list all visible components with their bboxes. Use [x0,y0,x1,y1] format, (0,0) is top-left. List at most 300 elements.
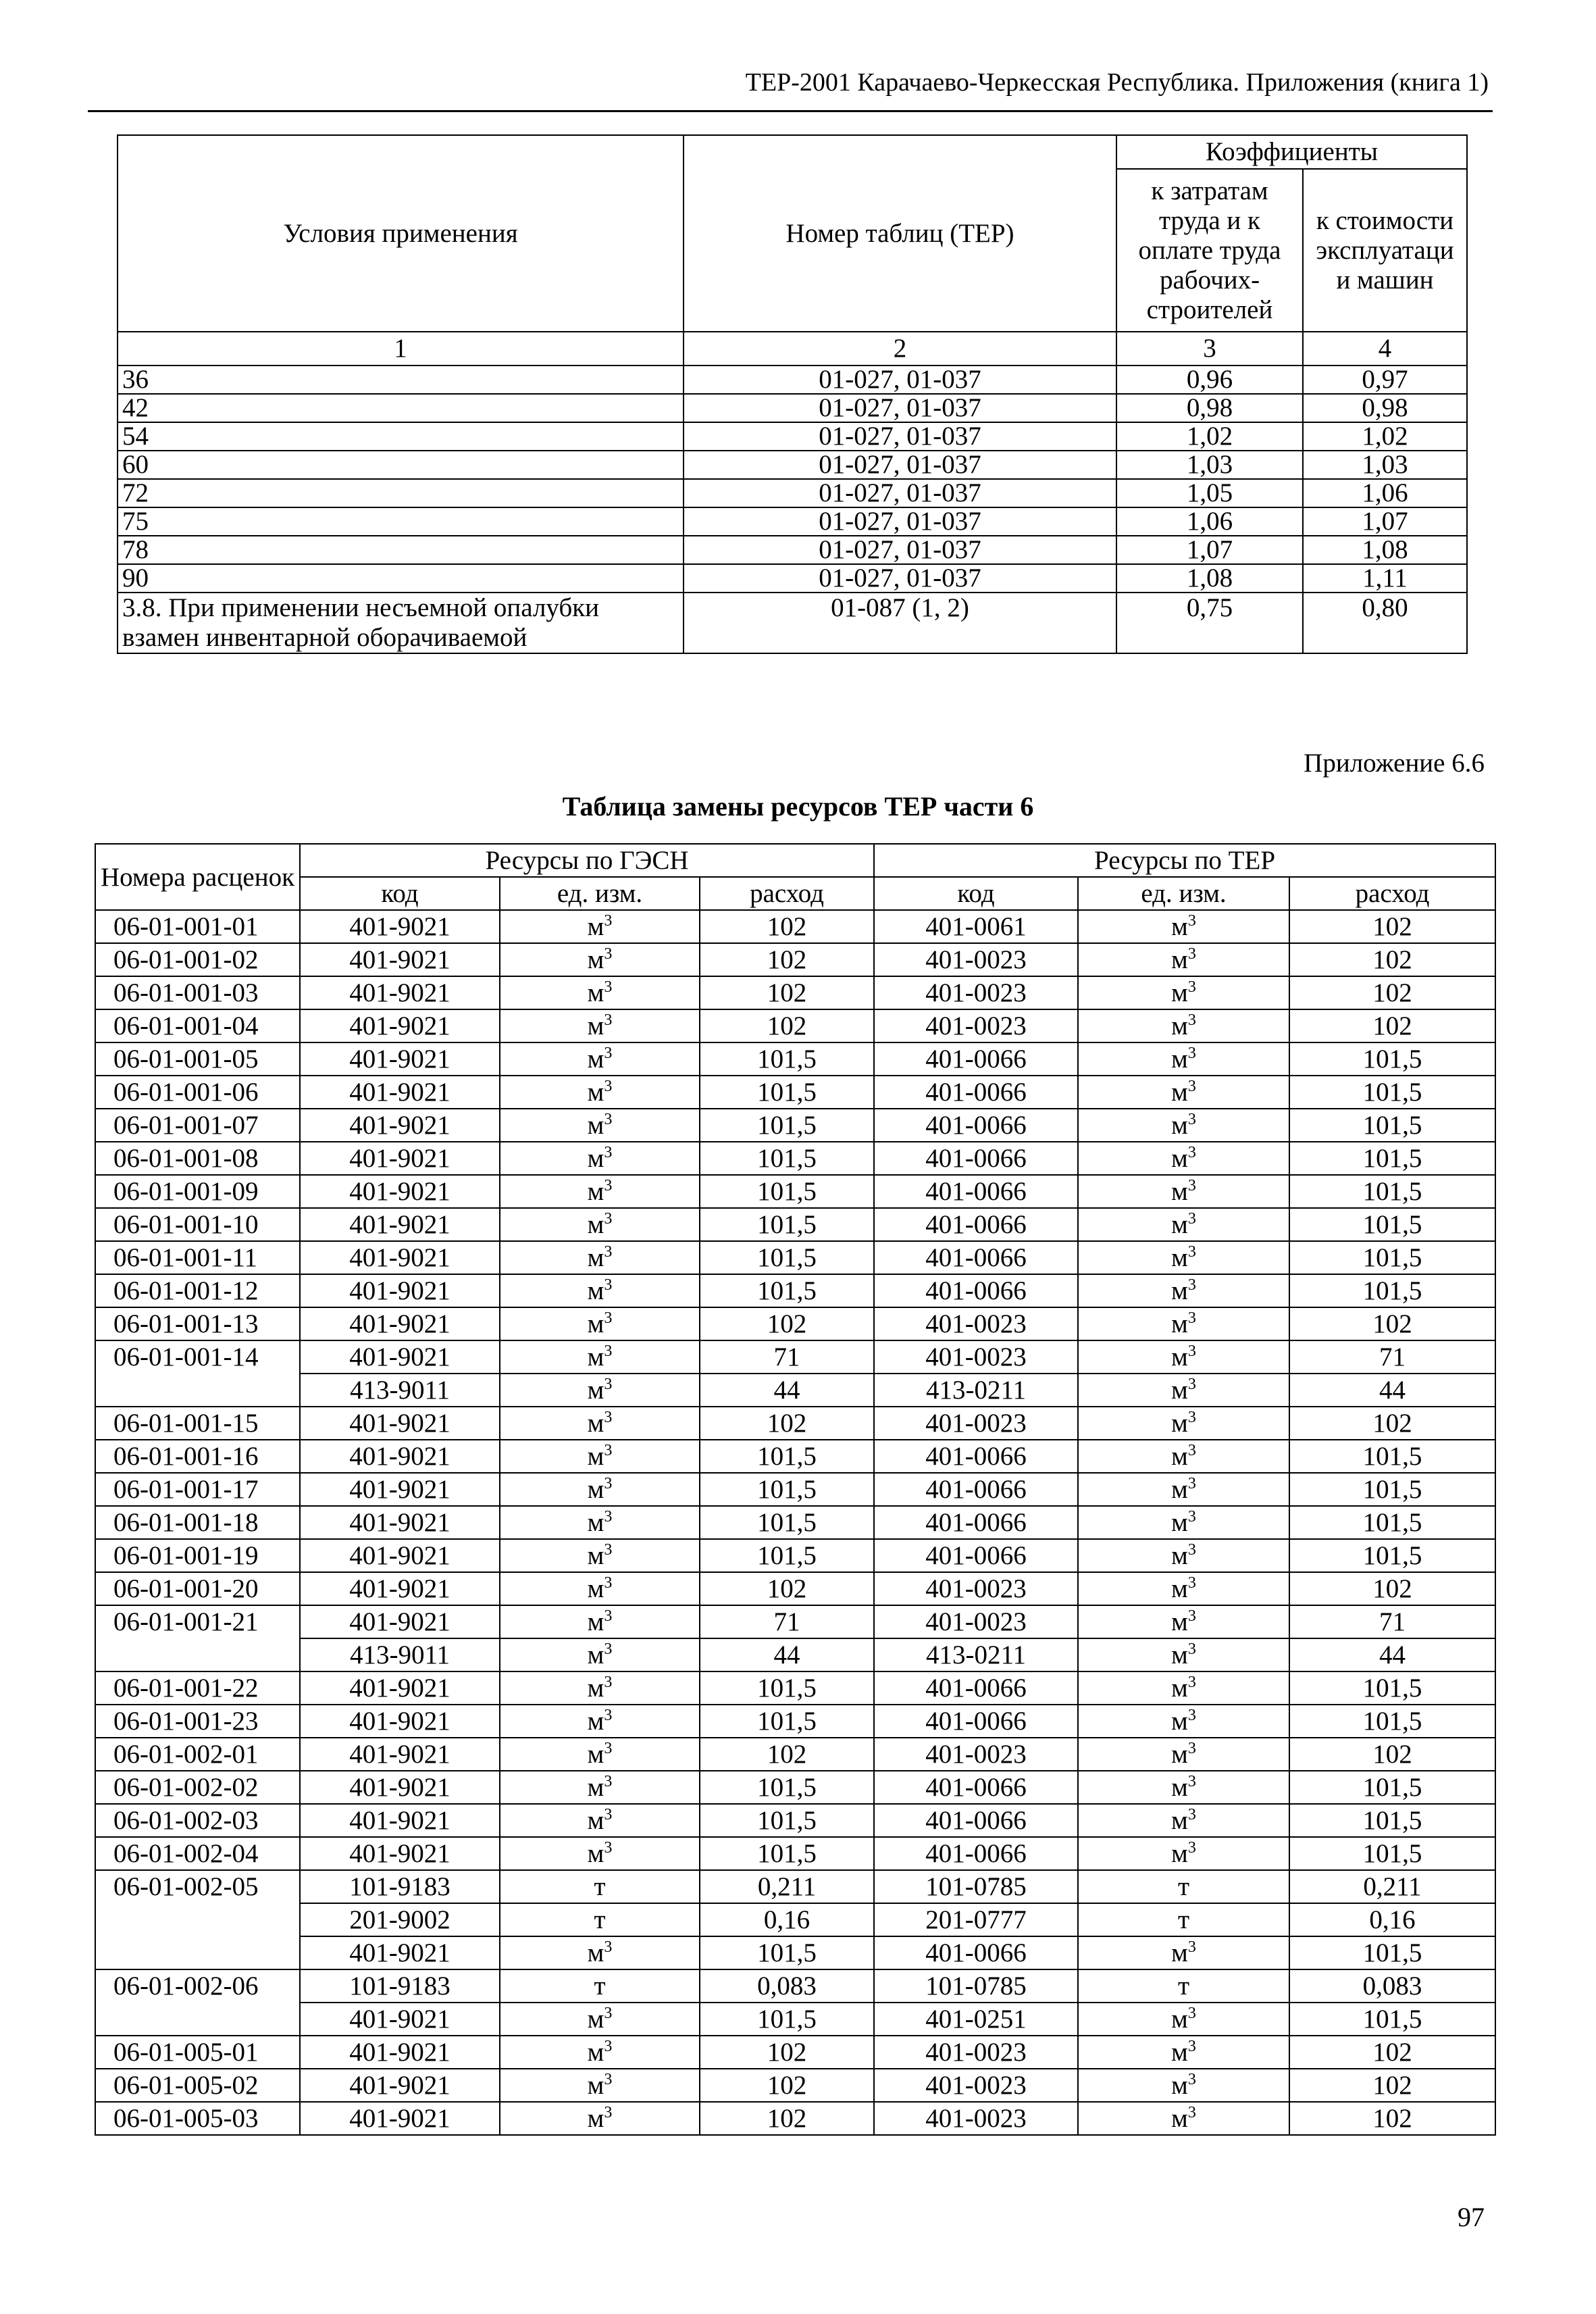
gesn-amount-cell: 101,5 [700,1671,874,1705]
ter-unit-cell [1078,1142,1289,1175]
unit-exponent: 3 [1187,1144,1196,1161]
gesn-code-cell: 101-9183 [300,1870,500,1903]
unit-symbol: м [587,1839,604,1868]
rate-number-cell: 06-01-002-01 [95,1738,300,1771]
unit-symbol: м [1171,1144,1188,1173]
ter-unit-cell [1078,1208,1289,1241]
table-number-cell: 01-027, 01-037 [684,394,1116,422]
labor-coefficient-cell: 1,08 [1116,564,1303,593]
gesn-code-cell: 401-9021 [300,1440,500,1473]
gesn-unit-cell [500,1208,700,1241]
gesn-code-cell: 401-9021 [300,976,500,1009]
ter-unit-cell [1078,2003,1289,2036]
table-row [95,1804,1495,1837]
ter-unit-cell [1078,1407,1289,1440]
unit-symbol: м [1171,2005,1188,2034]
gesn-code-cell: 401-9021 [300,1109,500,1142]
unit-symbol: м [587,1640,604,1669]
unit-exponent: 3 [1187,1839,1196,1857]
ter-code-cell: 101-0785 [874,1969,1078,2003]
unit-symbol: м [587,1806,604,1835]
gesn-unit-cell [500,1009,700,1042]
table-row [95,1440,1495,1473]
ter-amount-cell: 101,5 [1289,1109,1495,1142]
gesn-amount-cell: 101,5 [700,1771,874,1804]
ter-code-cell: 413-0211 [874,1374,1078,1407]
gesn-unit-cell [500,1771,700,1804]
unit-symbol: м [1171,1210,1188,1239]
condition-line: 3.8. При применении несъемной опалубки [122,593,600,622]
gesn-unit-cell [500,1804,700,1837]
table-row [95,1109,1495,1142]
coefficients-body [118,366,1467,593]
gesn-unit-cell [500,1837,700,1870]
gesn-unit-cell [500,1340,700,1374]
gesn-unit-cell [500,2036,700,2069]
header-rate-numbers: Номера расценок [95,844,300,910]
gesn-code-cell: 401-9021 [300,1605,500,1638]
unit-exponent: 3 [604,1740,613,1757]
gesn-amount-cell: 102 [700,910,874,943]
gesn-unit-cell [500,1506,700,1539]
labor-coefficient-cell: 0,75 [1116,593,1303,653]
unit-exponent: 3 [604,1607,613,1625]
table-number-cell: 01-027, 01-037 [684,507,1116,536]
ter-unit-cell [1078,1705,1289,1738]
header-rule [88,110,1493,112]
gesn-amount-cell: 102 [700,976,874,1009]
gesn-amount-cell: 101,5 [700,1175,874,1208]
unit-exponent: 3 [604,978,613,996]
unit-symbol: м [1171,1640,1188,1669]
subheader-unit: ед. изм. [500,877,700,910]
unit-exponent: 3 [604,1309,613,1327]
subheader-code: код [874,877,1078,910]
unit-symbol: м [1171,1045,1188,1074]
gesn-code-cell: 401-9021 [300,1473,500,1506]
machine-coefficient-cell: 1,06 [1303,479,1467,507]
gesn-amount-cell: 101,5 [700,1274,874,1307]
table-row [95,1208,1495,1241]
gesn-amount-cell: 102 [700,2102,874,2135]
gesn-unit-cell [500,1374,700,1407]
gesn-code-cell: 401-9021 [300,1539,500,1572]
unit-exponent: 3 [604,2104,613,2121]
table-row [95,976,1495,1009]
labor-coefficient-cell: 1,06 [1116,507,1303,536]
rate-number-cell: 06-01-001-08 [95,1142,300,1175]
gesn-unit-cell [500,1042,700,1076]
unit-symbol: м [587,1508,604,1537]
ter-amount-cell: 101,5 [1289,1705,1495,1738]
gesn-amount-cell: 101,5 [700,1142,874,1175]
ter-amount-cell: 101,5 [1289,1936,1495,1969]
table-number-cell: 01-027, 01-037 [684,564,1116,593]
ter-code-cell: 401-0023 [874,943,1078,976]
unit-exponent: 3 [604,1806,613,1823]
header-machine-coefficient: к стоимости эксплуатаци и машин [1303,169,1467,332]
condition-cell: 42 [118,394,684,422]
unit-exponent: 3 [1187,1442,1196,1459]
gesn-unit-cell [500,1705,700,1738]
table-row [118,479,1467,507]
labor-coefficient-cell: 1,05 [1116,479,1303,507]
unit-symbol: м [1171,1342,1188,1372]
gesn-amount-cell: 44 [700,1638,874,1671]
subheader-code: код [300,877,500,910]
header-gesn-resources: Ресурсы по ГЭСН [300,844,874,877]
unit-exponent: 3 [604,1773,613,1790]
ter-unit-cell [1078,1109,1289,1142]
ter-unit-cell [1078,1804,1289,1837]
ter-code-cell: 401-0023 [874,2036,1078,2069]
unit-symbol: м [1171,1376,1188,1405]
ter-unit-cell [1078,1473,1289,1506]
unit-symbol: м [587,1309,604,1338]
ter-amount-cell: 102 [1289,1407,1495,1440]
rate-number-cell: 06-01-001-18 [95,1506,300,1539]
gesn-unit-cell [500,1539,700,1572]
machine-coefficient-cell: 1,11 [1303,564,1467,593]
unit-symbol: м [587,2104,604,2133]
gesn-code-cell: 401-9021 [300,2003,500,2036]
table-row [95,1936,1495,1969]
unit-symbol: м [587,1442,604,1471]
gesn-unit-cell [500,1274,700,1307]
unit-exponent: 3 [1187,1011,1196,1029]
gesn-unit-cell [500,1638,700,1671]
subheader-amount: расход [700,877,874,910]
table-row [95,1407,1495,1440]
gesn-code-cell: 401-9021 [300,1076,500,1109]
ter-code-cell: 401-0023 [874,1407,1078,1440]
rate-number-cell: 06-01-005-02 [95,2069,300,2102]
rate-number-cell: 06-01-001-01 [95,910,300,943]
table-number-cell: 01-027, 01-037 [684,422,1116,451]
gesn-unit-cell [500,2003,700,2036]
rate-number-cell: 06-01-001-10 [95,1208,300,1241]
unit-symbol: м [1171,1011,1188,1040]
unit-exponent: 3 [604,1938,613,1956]
column-number: 1 [118,332,684,366]
unit-exponent: 3 [604,1475,613,1492]
gesn-unit-cell [500,1109,700,1142]
gesn-code-cell: 401-9021 [300,1837,500,1870]
unit-symbol: м [1171,2071,1188,2100]
unit-exponent: 3 [604,1674,613,1691]
gesn-amount-cell: 101,5 [700,1936,874,1969]
ter-amount-cell: 101,5 [1289,1076,1495,1109]
unit-exponent: 3 [1187,2104,1196,2121]
unit-exponent: 3 [604,1574,613,1592]
unit-exponent: 3 [604,1045,613,1062]
table-row [118,422,1467,451]
table-row [95,1042,1495,1076]
ter-amount-cell: 102 [1289,2069,1495,2102]
unit-symbol: м [587,1740,604,1769]
table-row [95,1903,1495,1936]
gesn-unit-cell [500,2069,700,2102]
unit-symbol: м [1171,1607,1188,1636]
gesn-amount-cell: 102 [700,943,874,976]
unit-exponent: 3 [1187,1640,1196,1658]
rate-number-cell: 06-01-005-03 [95,2102,300,2135]
unit-symbol: м [1171,1508,1188,1537]
labor-coefficient-cell: 0,96 [1116,366,1303,394]
unit-exponent: 3 [1187,1607,1196,1625]
unit-exponent: 3 [1187,1773,1196,1790]
gesn-code-cell: 413-9011 [300,1374,500,1407]
ter-code-cell: 401-0066 [874,1506,1078,1539]
coefficients-table [117,134,1468,654]
table-row [95,1605,1495,1638]
unit-symbol: м [587,1376,604,1405]
gesn-amount-cell: 102 [700,2069,874,2102]
unit-exponent: 3 [1187,1707,1196,1724]
unit-symbol: м [587,1078,604,1107]
gesn-unit-cell [500,1738,700,1771]
resource-replacement-table [95,843,1496,2136]
table-row [95,1142,1495,1175]
unit-symbol: м [587,1475,604,1504]
table-number-cell: 01-027, 01-037 [684,479,1116,507]
rate-number-cell: 06-01-001-02 [95,943,300,976]
ter-unit-cell [1078,1274,1289,1307]
unit-exponent: 3 [604,912,613,930]
unit-symbol: м [587,1409,604,1438]
unit-symbol: м [587,2038,604,2067]
table-row [95,1870,1495,1903]
gesn-unit-cell [500,943,700,976]
unit-exponent: 3 [604,1276,613,1294]
unit-exponent: 3 [604,2038,613,2055]
ter-amount-cell: 101,5 [1289,1771,1495,1804]
ter-code-cell: 401-0066 [874,1208,1078,1241]
gesn-code-cell: 401-9021 [300,1506,500,1539]
ter-code-cell: 401-0023 [874,1605,1078,1638]
unit-symbol: м [1171,1475,1188,1504]
table-row [95,2069,1495,2102]
ter-unit-cell [1078,2036,1289,2069]
ter-amount-cell: 102 [1289,910,1495,943]
rate-number-cell: 06-01-001-05 [95,1042,300,1076]
machine-coefficient-cell: 0,97 [1303,366,1467,394]
gesn-amount-cell: 101,5 [700,1705,874,1738]
unit-symbol: м [587,2005,604,2034]
condition-cell: 75 [118,507,684,536]
ter-amount-cell: 101,5 [1289,2003,1495,2036]
unit-symbol: м [587,1607,604,1636]
gesn-code-cell: 401-9021 [300,2069,500,2102]
ter-amount-cell: 101,5 [1289,1175,1495,1208]
unit-exponent: 3 [604,1376,613,1393]
table-row [95,2102,1495,2135]
rate-number-cell: 06-01-001-07 [95,1109,300,1142]
unit-symbol: м [587,1674,604,1703]
unit-exponent: 3 [1187,2005,1196,2022]
ter-code-cell: 401-0251 [874,2003,1078,2036]
ter-amount-cell: 101,5 [1289,1837,1495,1870]
ter-unit-cell [1078,1572,1289,1605]
table-row [95,1837,1495,1870]
ter-unit-cell: т [1078,1969,1289,2003]
unit-exponent: 3 [1187,1342,1196,1360]
rate-number-cell: 06-01-002-02 [95,1771,300,1804]
ter-code-cell: 401-0066 [874,1076,1078,1109]
ter-unit-cell: т [1078,1903,1289,1936]
unit-exponent: 3 [604,1707,613,1724]
gesn-amount-cell: 0,16 [700,1903,874,1936]
unit-exponent: 3 [1187,978,1196,996]
gesn-unit-cell [500,1407,700,1440]
unit-symbol: м [1171,1309,1188,1338]
unit-exponent: 3 [1187,2071,1196,2088]
header-table-number: Номер таблиц (ТЕР) [684,135,1116,332]
unit-symbol: м [1171,1574,1188,1603]
table-row [118,536,1467,564]
unit-symbol: м [587,978,604,1007]
table-row [95,1307,1495,1340]
ter-code-cell: 401-0023 [874,976,1078,1009]
table-row [118,507,1467,536]
unit-exponent: 3 [1187,1243,1196,1261]
gesn-code-cell: 401-9021 [300,1307,500,1340]
ter-amount-cell: 102 [1289,2036,1495,2069]
machine-coefficient-cell: 1,08 [1303,536,1467,564]
unit-exponent: 3 [604,2005,613,2022]
gesn-amount-cell: 0,211 [700,1870,874,1903]
gesn-code-cell: 401-9021 [300,1804,500,1837]
unit-symbol: м [1171,1806,1188,1835]
unit-exponent: 3 [604,1144,613,1161]
column-number: 3 [1116,332,1303,366]
rate-number-cell: 06-01-001-15 [95,1407,300,1440]
unit-symbol: м [1171,1707,1188,1736]
machine-coefficient-cell: 1,07 [1303,507,1467,536]
unit-exponent: 3 [1187,1541,1196,1559]
ter-unit-cell [1078,910,1289,943]
gesn-unit-cell [500,1076,700,1109]
gesn-amount-cell: 101,5 [700,1804,874,1837]
unit-exponent: 3 [604,945,613,963]
gesn-amount-cell: 101,5 [700,1109,874,1142]
appendix-label: Приложение 6.6 [1304,749,1485,778]
unit-symbol: м [587,1144,604,1173]
gesn-amount-cell: 0,083 [700,1969,874,2003]
unit-exponent: 3 [604,1342,613,1360]
unit-symbol: м [1171,1409,1188,1438]
gesn-unit-cell [500,1175,700,1208]
gesn-code-cell: 401-9021 [300,1936,500,1969]
condition-cell [118,593,684,653]
rate-number-cell: 06-01-001-21 [95,1605,300,1671]
ter-unit-cell [1078,2069,1289,2102]
ter-unit-cell [1078,1605,1289,1638]
rate-number-cell: 06-01-001-22 [95,1671,300,1705]
ter-unit-cell [1078,1307,1289,1340]
ter-unit-cell [1078,1671,1289,1705]
table-caption: Таблица замены ресурсов ТЕР части 6 [562,791,1034,822]
gesn-code-cell: 401-9021 [300,1009,500,1042]
unit-exponent: 3 [604,1640,613,1658]
unit-exponent: 3 [604,1011,613,1029]
ter-code-cell: 401-0066 [874,1936,1078,1969]
unit-exponent: 3 [604,1839,613,1857]
ter-unit-cell [1078,1936,1289,1969]
unit-symbol: м [587,1541,604,1570]
ter-unit-cell [1078,1042,1289,1076]
table-row [95,1539,1495,1572]
ter-unit-cell [1078,1638,1289,1671]
unit-symbol: м [1171,1740,1188,1769]
gesn-amount-cell: 102 [700,2036,874,2069]
table-row [95,1671,1495,1705]
gesn-unit-cell: т [500,1969,700,2003]
gesn-unit-cell [500,1440,700,1473]
gesn-amount-cell: 102 [700,1738,874,1771]
unit-symbol: м [587,1342,604,1372]
table-number-cell: 01-027, 01-037 [684,451,1116,479]
ter-amount-cell: 0,211 [1289,1870,1495,1903]
unit-symbol: м [587,1045,604,1074]
ter-amount-cell: 101,5 [1289,1241,1495,1274]
rate-number-cell: 06-01-001-03 [95,976,300,1009]
rate-number-cell: 06-01-002-06 [95,1969,300,2036]
table-row [118,564,1467,593]
ter-amount-cell: 102 [1289,943,1495,976]
unit-symbol: м [587,1938,604,1967]
unit-symbol: м [1171,1243,1188,1272]
gesn-code-cell: 401-9021 [300,1208,500,1241]
unit-symbol: м [1171,945,1188,974]
gesn-amount-cell: 101,5 [700,1473,874,1506]
unit-symbol: м [587,1210,604,1239]
header-conditions: Условия применения [118,135,684,332]
column-number: 4 [1303,332,1467,366]
gesn-code-cell: 401-9021 [300,1241,500,1274]
gesn-amount-cell: 101,5 [700,1506,874,1539]
gesn-unit-cell [500,910,700,943]
ter-amount-cell: 0,16 [1289,1903,1495,1936]
table-row [95,1771,1495,1804]
unit-symbol: м [1171,1541,1188,1570]
table-row [95,943,1495,976]
gesn-unit-cell [500,1241,700,1274]
condition-cell: 54 [118,422,684,451]
table-row [95,910,1495,943]
ter-amount-cell: 101,5 [1289,1671,1495,1705]
unit-exponent: 3 [1187,1111,1196,1128]
gesn-unit-cell [500,976,700,1009]
rate-number-cell: 06-01-001-17 [95,1473,300,1506]
ter-amount-cell: 101,5 [1289,1142,1495,1175]
condition-cell: 72 [118,479,684,507]
machine-coefficient-cell: 0,98 [1303,394,1467,422]
ter-code-cell: 401-0023 [874,1572,1078,1605]
unit-symbol: м [587,1243,604,1272]
gesn-code-cell: 413-9011 [300,1638,500,1671]
ter-amount-cell: 101,5 [1289,1042,1495,1076]
table-number-cell: 01-027, 01-037 [684,366,1116,394]
unit-symbol: м [1171,1773,1188,1802]
unit-symbol: м [1171,912,1188,941]
ter-code-cell: 401-0023 [874,1340,1078,1374]
ter-code-cell: 401-0066 [874,1042,1078,1076]
gesn-code-cell: 401-9021 [300,1572,500,1605]
unit-exponent: 3 [1187,1078,1196,1095]
ter-amount-cell: 102 [1289,1572,1495,1605]
ter-unit-cell [1078,1506,1289,1539]
